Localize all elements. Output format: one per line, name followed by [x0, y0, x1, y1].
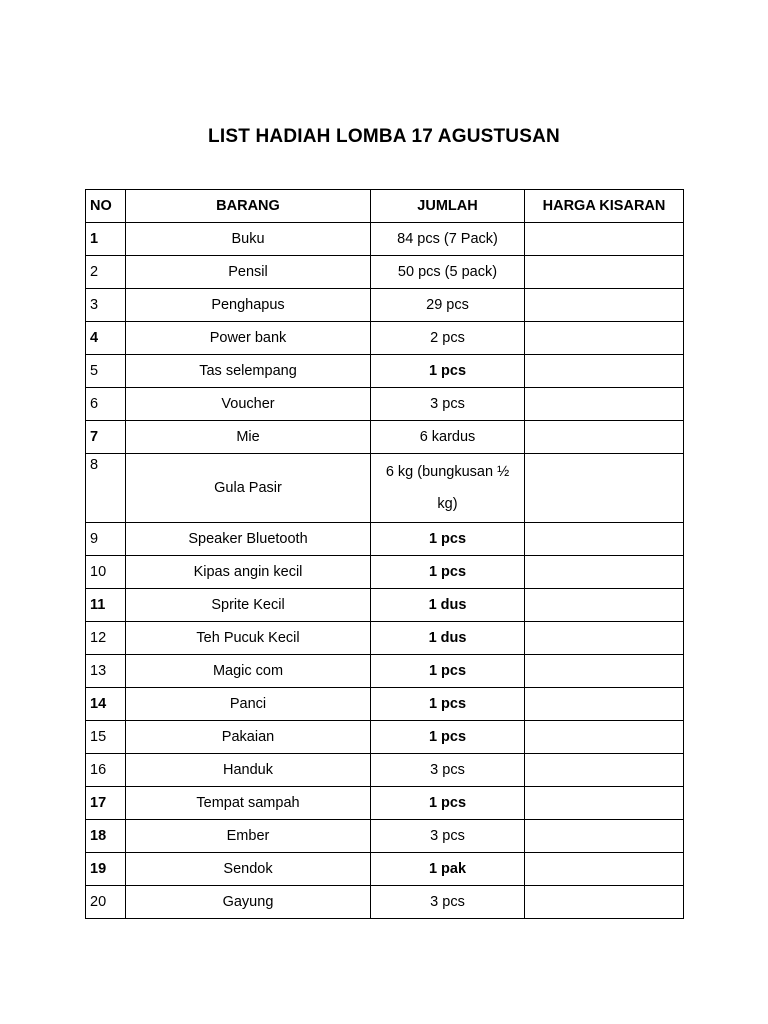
table-row	[86, 787, 684, 820]
cell-barang: Tas selempang	[126, 355, 371, 388]
cell-barang: Sprite Kecil	[126, 589, 371, 622]
cell-barang: Tempat sampah	[126, 787, 371, 820]
header-jumlah: JUMLAH	[371, 190, 525, 223]
cell-jumlah: 1 pcs	[371, 556, 525, 589]
cell-barang: Gula Pasir	[126, 454, 371, 523]
cell-barang: Teh Pucuk Kecil	[126, 622, 371, 655]
cell-barang: Buku	[126, 223, 371, 256]
cell-no: 1	[86, 223, 126, 256]
cell-harga-kisaran	[525, 853, 684, 886]
cell-jumlah: 3 pcs	[371, 388, 525, 421]
table-row	[86, 355, 684, 388]
cell-no: 6	[86, 388, 126, 421]
cell-jumlah: 3 pcs	[371, 754, 525, 787]
cell-barang: Speaker Bluetooth	[126, 523, 371, 556]
cell-no: 15	[86, 721, 126, 754]
cell-jumlah: 2 pcs	[371, 322, 525, 355]
cell-jumlah: 6 kardus	[371, 421, 525, 454]
cell-jumlah: 1 pak	[371, 853, 525, 886]
table-row	[86, 688, 684, 721]
cell-harga-kisaran	[525, 688, 684, 721]
cell-barang: Handuk	[126, 754, 371, 787]
cell-jumlah: 1 pcs	[371, 523, 525, 556]
cell-jumlah: 84 pcs (7 Pack)	[371, 223, 525, 256]
cell-jumlah: 1 pcs	[371, 721, 525, 754]
table-row	[86, 523, 684, 556]
cell-no: 8	[86, 454, 126, 523]
cell-barang: Mie	[126, 421, 371, 454]
cell-jumlah: 1 pcs	[371, 787, 525, 820]
cell-jumlah: 1 pcs	[371, 355, 525, 388]
cell-jumlah: 1 dus	[371, 622, 525, 655]
cell-no: 17	[86, 787, 126, 820]
cell-harga-kisaran	[525, 454, 684, 523]
cell-no: 7	[86, 421, 126, 454]
table-row	[86, 421, 684, 454]
cell-harga-kisaran	[525, 820, 684, 853]
cell-barang: Gayung	[126, 886, 371, 919]
cell-harga-kisaran	[525, 655, 684, 688]
table-row	[86, 622, 684, 655]
table-row	[86, 454, 684, 523]
table-header-row	[86, 190, 684, 223]
cell-harga-kisaran	[525, 223, 684, 256]
cell-barang: Sendok	[126, 853, 371, 886]
cell-harga-kisaran	[525, 388, 684, 421]
cell-jumlah: 6 kg (bungkusan ½ kg)	[371, 454, 525, 523]
cell-no: 12	[86, 622, 126, 655]
cell-barang: Power bank	[126, 322, 371, 355]
cell-no: 19	[86, 853, 126, 886]
cell-no: 11	[86, 589, 126, 622]
cell-jumlah: 3 pcs	[371, 886, 525, 919]
cell-no: 4	[86, 322, 126, 355]
table-row	[86, 556, 684, 589]
cell-harga-kisaran	[525, 322, 684, 355]
table-row	[86, 886, 684, 919]
table-row	[86, 223, 684, 256]
cell-no: 18	[86, 820, 126, 853]
cell-jumlah: 1 dus	[371, 589, 525, 622]
cell-barang: Pakaian	[126, 721, 371, 754]
cell-jumlah: 29 pcs	[371, 289, 525, 322]
header-harga-kisaran: HARGA KISARAN	[525, 190, 684, 223]
cell-no: 14	[86, 688, 126, 721]
cell-harga-kisaran	[525, 289, 684, 322]
cell-barang: Panci	[126, 688, 371, 721]
table-row	[86, 589, 684, 622]
header-no: NO	[86, 190, 126, 223]
cell-jumlah: 1 pcs	[371, 688, 525, 721]
cell-harga-kisaran	[525, 721, 684, 754]
cell-jumlah: 50 pcs (5 pack)	[371, 256, 525, 289]
cell-harga-kisaran	[525, 589, 684, 622]
cell-harga-kisaran	[525, 622, 684, 655]
header-barang: BARANG	[126, 190, 371, 223]
table-row	[86, 853, 684, 886]
cell-harga-kisaran	[525, 754, 684, 787]
cell-no: 5	[86, 355, 126, 388]
cell-harga-kisaran	[525, 787, 684, 820]
table-row	[86, 289, 684, 322]
cell-no: 10	[86, 556, 126, 589]
cell-harga-kisaran	[525, 556, 684, 589]
cell-jumlah: 1 pcs	[371, 655, 525, 688]
cell-no: 3	[86, 289, 126, 322]
table-row	[86, 655, 684, 688]
cell-jumlah: 3 pcs	[371, 820, 525, 853]
table-row	[86, 388, 684, 421]
cell-harga-kisaran	[525, 523, 684, 556]
cell-barang: Penghapus	[126, 289, 371, 322]
page-title: LIST HADIAH LOMBA 17 AGUSTUSAN	[208, 126, 560, 147]
cell-no: 13	[86, 655, 126, 688]
cell-no: 20	[86, 886, 126, 919]
cell-harga-kisaran	[525, 256, 684, 289]
cell-harga-kisaran	[525, 421, 684, 454]
table-body	[86, 223, 684, 919]
cell-barang: Ember	[126, 820, 371, 853]
cell-barang: Magic com	[126, 655, 371, 688]
cell-harga-kisaran	[525, 886, 684, 919]
table-row	[86, 754, 684, 787]
cell-barang: Pensil	[126, 256, 371, 289]
table-row	[86, 721, 684, 754]
cell-barang: Voucher	[126, 388, 371, 421]
cell-barang: Kipas angin kecil	[126, 556, 371, 589]
table-row	[86, 322, 684, 355]
cell-no: 2	[86, 256, 126, 289]
cell-no: 9	[86, 523, 126, 556]
table-row	[86, 820, 684, 853]
prize-table	[85, 189, 684, 919]
cell-harga-kisaran	[525, 355, 684, 388]
cell-no: 16	[86, 754, 126, 787]
table-row	[86, 256, 684, 289]
